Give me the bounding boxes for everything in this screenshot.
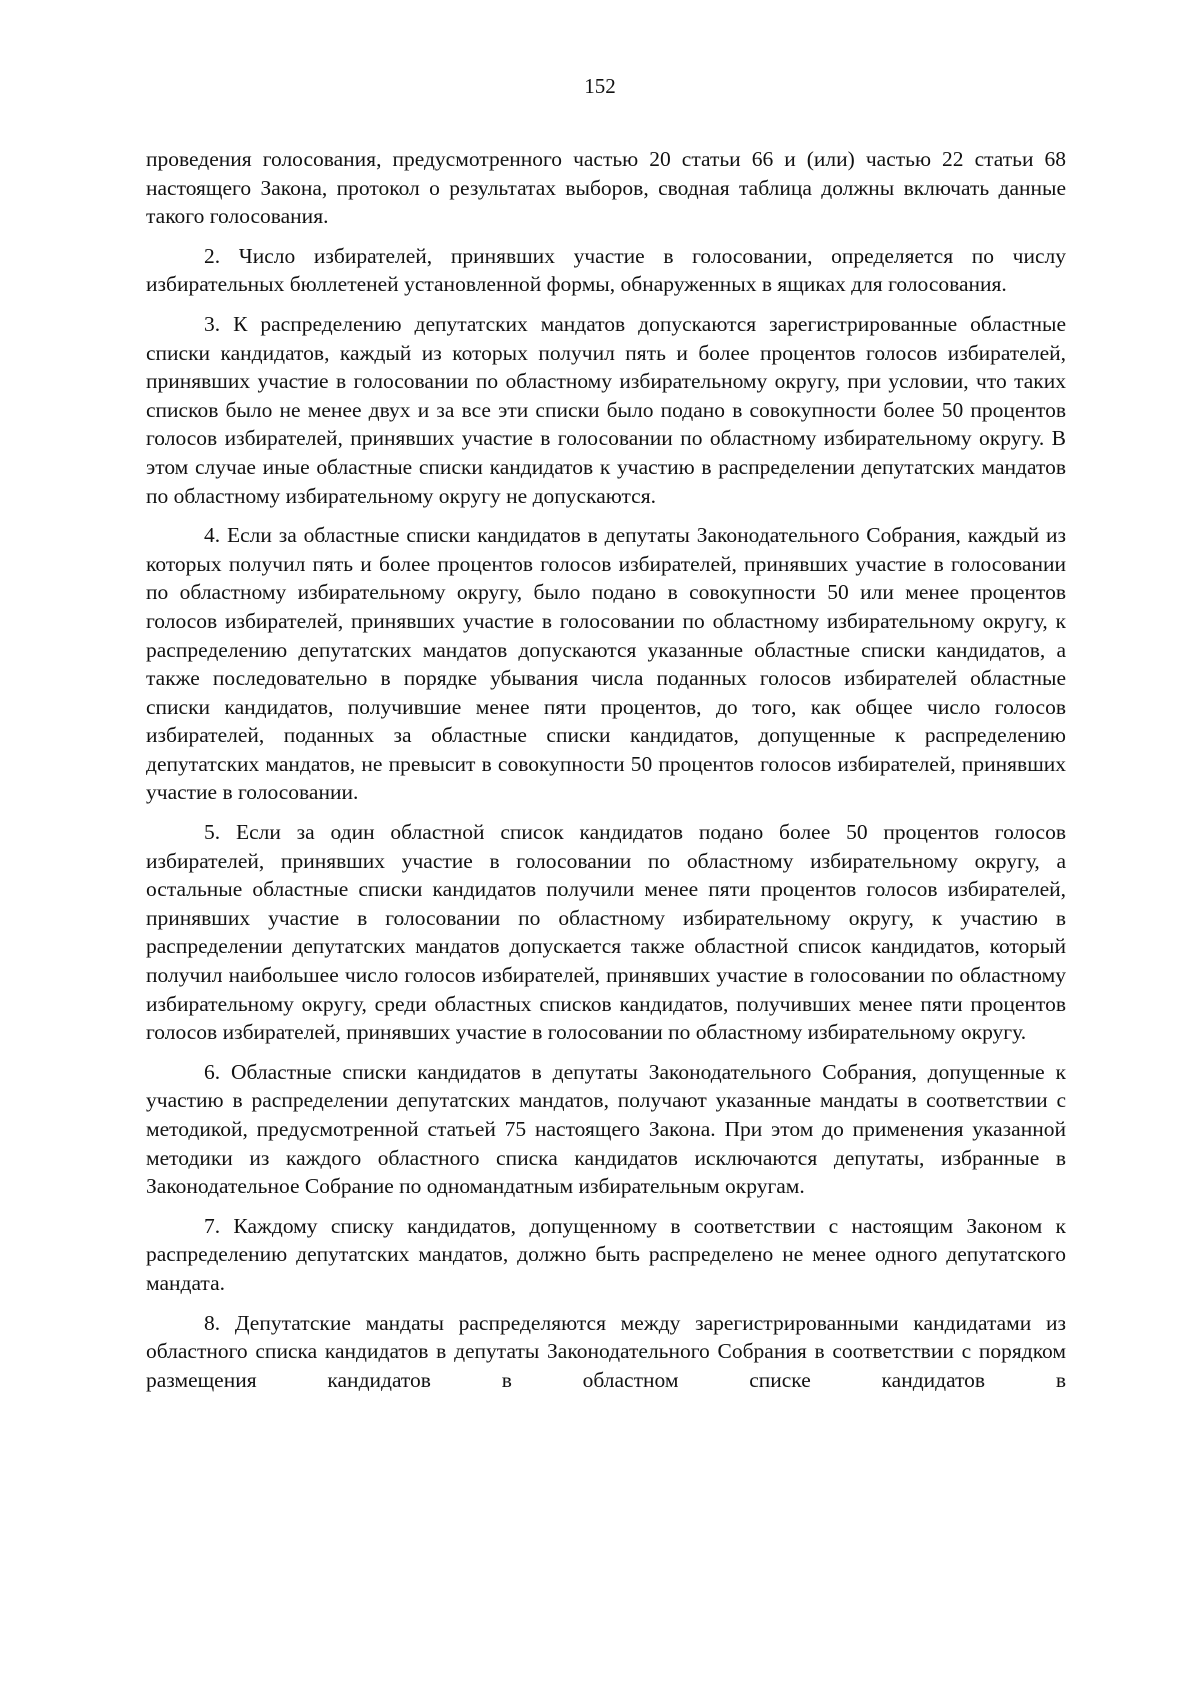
paragraph-8: 8. Депутатские мандаты распределяются между зарегистрированными кандидатами из областного списка кандидатов в депутаты Законодательного Собрания в соответствии с порядком размещения кандидатов в областном списке кандидатов в (146, 1310, 1066, 1392)
paragraph-2: 2. Число избирателей, принявших участие в голосовании, определяется по числу избирательных бюллетеней установленной формы, обнаруженных в ящиках для голосования. (146, 243, 1066, 297)
paragraph-3: 3. К распределению депутатских мандатов допускаются зарегистрированные областные списки кандидатов, каждый из которых получил пять и более процентов голосов избирателей, принявших участие в голосовании по областному избирательному округу, при условии, что таких списков было не менее двух и за все эти списки было подано в совокупности более 50 процентов голосов избирателей, принявших участие в голосовании по областному избирательному округу. В этом случае иные областные списки кандидатов к участию в распределении депутатских мандатов по областному избирательному округу не допускаются. (146, 311, 1066, 508)
page-number: 152 (584, 74, 616, 98)
paragraph-5: 5. Если за один областной список кандидатов подано более 50 процентов голосов избирателей, принявших участие в голосовании по областному избирательному округу, а остальные областные списки кандидатов получили менее пяти процентов голосов избирателей, принявших участие в голосовании по областному избирательному округу, к участию в распределении депутатских мандатов допускается также областной список кандидатов, который получил наибольшее число голосов избирателей, принявших участие в голосовании по областному избирательному округу, среди областных списков кандидатов, получивших менее пяти процентов голосов избирателей, принявших участие в голосовании по областному избирательному округу. (146, 820, 1066, 1045)
paragraph-continuation: проведения голосования, предусмотренного частью 20 статьи 66 и (или) частью 22 статьи 68 настоящего Закона, протокол о результатах выборов, сводная таблица должны включать данные такого голосования. (146, 147, 1066, 229)
paragraph-4: 4. Если за областные списки кандидатов в депутаты Законодательного Собрания, каждый из которых получил пять и более процентов голосов избирателей, принявших участие в голосовании по областному избирательному округу, было подано в совокупности 50 или менее процентов голосов избирателей, принявших участие в голосовании по областному избирательному округу, к распределению депутатских мандатов допускаются указанные областные списки кандидатов, а также последовательно в порядке убывания числа поданных голосов избирателей областные списки кандидатов, получившие менее пяти процентов, до того, как общее число голосов избирателей, поданных за областные списки кандидатов, допущенные к распределению депутатских мандатов, не превысит в совокупности 50 процентов голосов избирателей, принявших участие в голосовании. (146, 523, 1066, 805)
document-body (146, 145, 1066, 1405)
paragraph-6: 6. Областные списки кандидатов в депутаты Законодательного Собрания, допущенные к участию в распределении депутатских мандатов, получают указанные мандаты в соответствии с методикой, предусмотренной статьей 75 настоящего Закона. При этом до применения указанной методики из каждого областного списка кандидатов исключаются депутаты, избранные в Законодательное Собрание по одномандатным избирательным округам. (146, 1059, 1066, 1199)
paragraph-7: 7. Каждому списку кандидатов, допущенному в соответствии с настоящим Законом к распределению депутатских мандатов, должно быть распределено не менее одного депутатского мандата. (146, 1213, 1066, 1295)
